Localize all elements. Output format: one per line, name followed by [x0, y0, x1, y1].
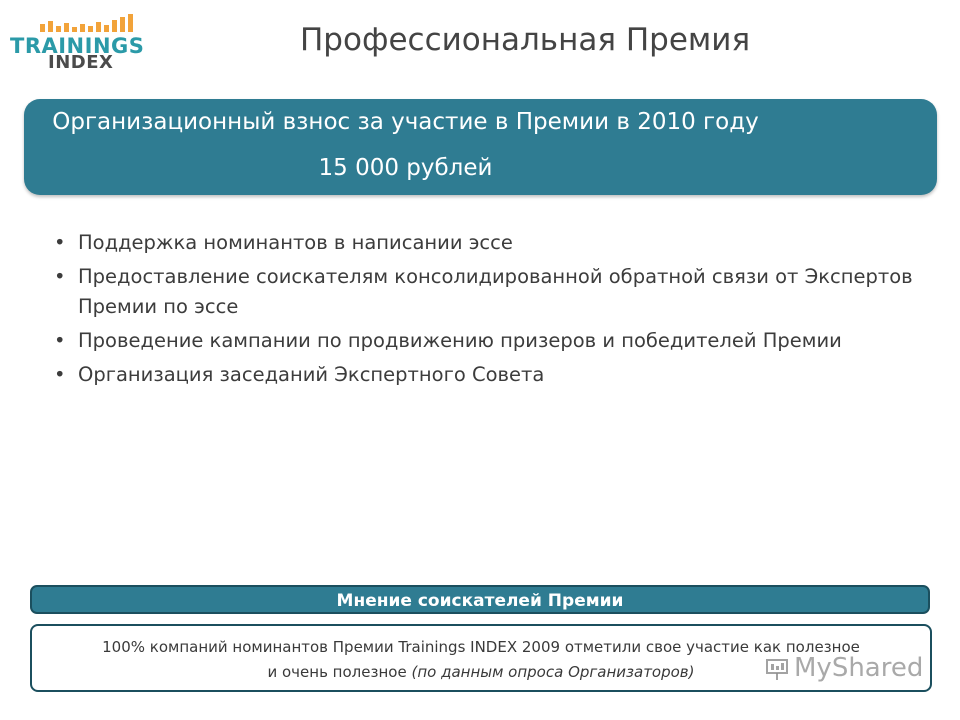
fee-amount: 15 000 рублей: [318, 155, 493, 181]
opinion-header: Мнение соискателей Премии: [30, 585, 930, 614]
list-item: • Проведение кампании по продвижению призеров и победителей Премии: [54, 326, 934, 356]
watermark-text: MyShared: [794, 653, 924, 683]
opinion-source-note: (по данным опроса Организаторов): [411, 663, 695, 681]
logo-text-trainings: TRAININGS: [10, 34, 145, 58]
presentation-board-icon: [764, 656, 790, 682]
list-item: • Организация заседаний Экспертного Совета: [54, 360, 934, 390]
opinion-text-line1: 100% компаний номинантов Премии Trainings INDEX 2009 отметили свое участие как полезное: [102, 638, 860, 656]
page-title: Профессиональная Премия: [300, 22, 751, 58]
services-list: [54, 228, 934, 394]
myshared-watermark: [764, 653, 923, 683]
fee-description: Организационный взнос за участие в Премии в 2010 году: [52, 109, 759, 135]
logo-text-index: INDEX: [48, 52, 114, 73]
fee-banner: [24, 99, 937, 195]
list-item: • Предоставление соискателям консолидированной обратной связи от Экспертов Премии по эссе: [54, 262, 934, 322]
list-item: • Поддержка номинантов в написании эссе: [54, 228, 934, 258]
logo-bars-icon: [40, 14, 140, 32]
trainings-index-logo: [10, 14, 160, 72]
opinion-text-plain: и очень полезное: [267, 663, 407, 681]
